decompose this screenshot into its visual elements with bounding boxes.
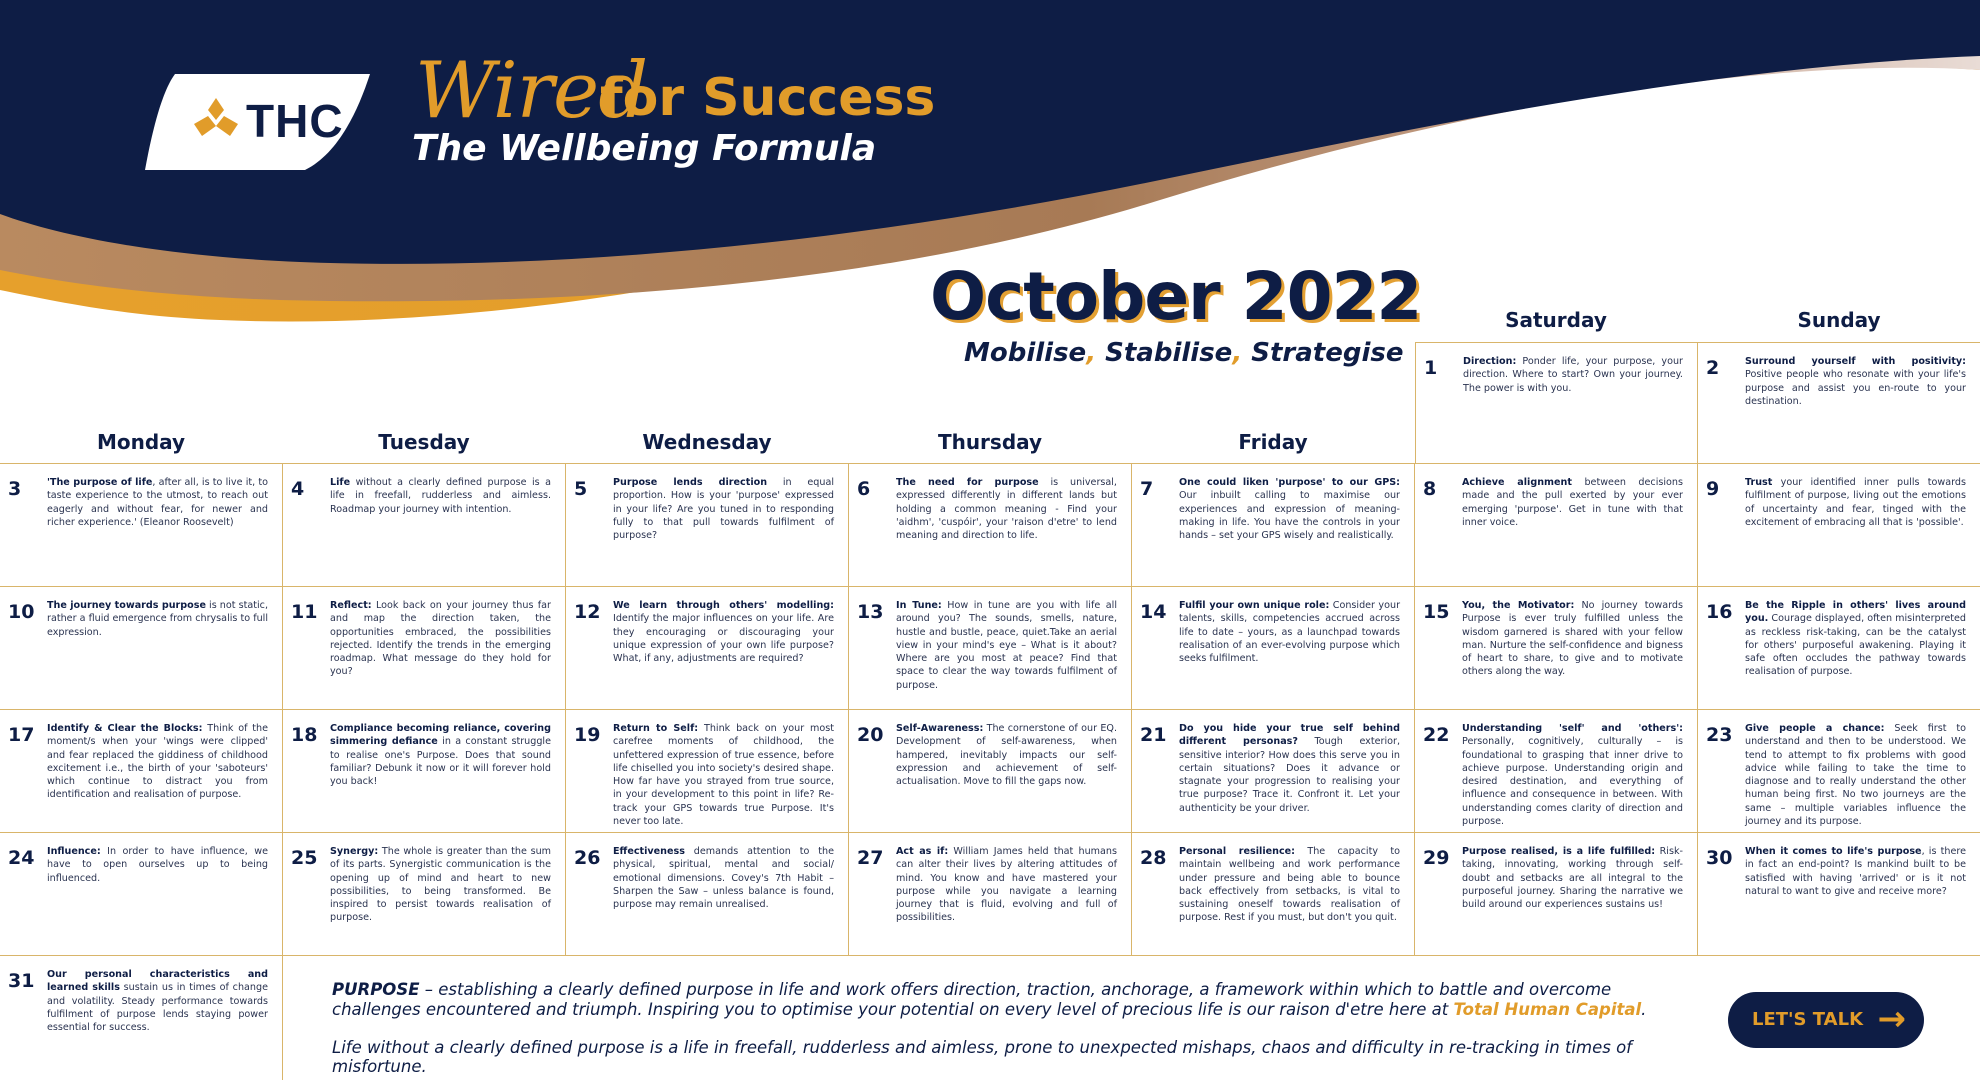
lets-talk-label: LET'S TALK <box>1752 1009 1864 1030</box>
day-number: 19 <box>574 724 601 746</box>
day-entry-text <box>47 722 268 802</box>
day-entry-text <box>1745 599 1966 679</box>
day-entry-heading: Reflect: <box>330 600 372 611</box>
day-number: 24 <box>8 847 35 869</box>
day-entry-body: Think back on your most carefree moments of childhood, the unfettered expression of true essence, before life chiselled you into society's desired shape. How far have you strayed from true source, in your development to this point in life? Re-track your GPS towards true Purpose. It's never too late. <box>613 723 834 828</box>
day-entry-body: The capacity to maintain wellbeing and work performance under pressure and being able to bounce back effectively from setbacks, is vital to sustaining oneself towards realisation of purpose. Rest if you must, but don't you quit. <box>1179 846 1400 924</box>
day-entry-heading: Synergy: <box>330 846 379 857</box>
calendar-day-cell <box>1698 464 1980 587</box>
day-entry-text <box>1462 476 1683 529</box>
day-entry-heading: Do you hide your true self behind different personas? <box>1179 723 1400 748</box>
day-entry-body: in equal proportion. How is your 'purpose' expressed in your life? Are you tuned in to responding fully to that pull towards fulfilment of purpose? <box>613 477 834 542</box>
day-entry-body: Consider your talents, skills, competencies accrued across life to date – yours, as a launchpad towards realisation of an ever-evolving purpose which seeks fulfilment. <box>1179 600 1401 665</box>
day-number: 3 <box>8 478 22 500</box>
day-header-saturday: Saturday <box>1505 308 1607 332</box>
day-entry-text <box>1462 845 1683 911</box>
day-entry-heading: We learn through others' modelling: <box>613 600 834 611</box>
day-number: 31 <box>8 970 35 992</box>
day-number: 2 <box>1706 357 1720 379</box>
day-entry-text <box>896 476 1117 542</box>
day-entry-body: , after all, is to live it, to taste experience to the utmost, to reach out eagerly and without fear, for newer and richer experience.' (Eleanor Roosevelt) <box>47 477 268 528</box>
lets-talk-button[interactable] <box>1728 992 1924 1048</box>
day-entry-heading: When it comes to life's purpose <box>1745 846 1922 857</box>
day-entry-heading: Trust <box>1745 477 1773 488</box>
day-entry-body: Identify the major influences on your life. Are they encouraging or discouraging your unique expression of your own life purpose? What, if any, adjustments are required? <box>613 613 834 665</box>
day-entry-body: Personally, cognitively, culturally – is foundational to grasping that inner drive to achieve purpose. Understanding origin and desired destination, and everything of influence and consequence in between. With understanding comes clarity of direction and purpose. <box>1462 736 1683 828</box>
day-header-tuesday: Tuesday <box>378 430 470 454</box>
calendar-day-cell <box>566 587 849 710</box>
day-entry-body: , is there in fact an end-point? Is mankind built to be satisfied with having 'arrived' or is it not natural to want to give and receive more? <box>1745 846 1966 897</box>
calendar-day-cell <box>1415 710 1698 833</box>
purpose-statement <box>332 980 1672 1020</box>
grid-top-line <box>0 463 1415 464</box>
calendar-day-cell <box>1698 342 1980 464</box>
day-entry-text <box>1745 355 1966 408</box>
day-entry-text <box>896 599 1117 692</box>
calendar-day-cell <box>1698 710 1980 833</box>
day-entry-text <box>330 599 551 679</box>
day-number: 18 <box>291 724 318 746</box>
day-number: 30 <box>1706 847 1733 869</box>
day-entry-text <box>330 476 551 516</box>
day-number: 27 <box>857 847 884 869</box>
calendar-day-cell <box>566 464 849 587</box>
month-title: October 2022 <box>930 258 1422 335</box>
day-entry-text <box>1462 599 1683 679</box>
day-entry-body: without a clearly defined purpose is a life in freefall, rudderless and aimless. Roadmap your journey with intention. <box>330 477 551 515</box>
day-header-friday: Friday <box>1238 430 1308 454</box>
day-number: 13 <box>857 601 884 623</box>
day-number: 7 <box>1140 478 1154 500</box>
calendar-day-cell <box>1132 710 1415 833</box>
day-entry-text <box>613 845 834 911</box>
day-entry-text <box>47 845 268 885</box>
day-entry-text <box>47 968 268 1034</box>
day-number: 12 <box>574 601 601 623</box>
day-entry-body: In order to have influence, we have to open ourselves up to being influenced. <box>47 846 268 884</box>
day-entry-heading: Purpose realised, is a life fulfilled: <box>1462 846 1656 857</box>
day-number: 6 <box>857 478 871 500</box>
day-entry-heading: Give people a chance: <box>1745 723 1885 734</box>
day-number: 26 <box>574 847 601 869</box>
calendar-day-cell <box>1698 587 1980 710</box>
day-entry-heading: Life <box>330 477 351 488</box>
day-entry-body: Ponder life, your purpose, your direction. Where to start? Own your journey. The power is with you. <box>1463 356 1683 394</box>
day-number: 29 <box>1423 847 1450 869</box>
calendar-day-cell <box>849 710 1132 833</box>
day-number: 5 <box>574 478 588 500</box>
day-entry-body: Look back on your journey thus far and map the direction taken, the opportunities embraced, the possibilities rejected. Identify the trends in the emerging roadmap. What message do they hold for you? <box>330 600 551 678</box>
day-entry-body: Think of the moment/s when your 'wings were clipped' and fear replaced the giddiness of childhood excitement i.e., the birth of your 'saboteurs' which continue to distract you from identification and realisation of purpose. <box>47 723 268 801</box>
day-entry-body: No journey towards Purpose is ever truly fulfilled unless the wisdom garnered is shared with your fellow man. Nurture the self-confidence and bigness of heart to share, to give and to motivate others along the way. <box>1462 600 1683 678</box>
day-entry-text <box>47 599 268 639</box>
logo-text: THC <box>246 95 344 147</box>
day-entry-text <box>613 599 834 665</box>
day-entry-text <box>1745 476 1966 529</box>
day-entry-heading: Self-Awareness: <box>896 723 984 734</box>
purpose-keyword: PURPOSE <box>332 980 420 999</box>
purpose-end: . <box>1641 1000 1647 1019</box>
tagline-word: Mobilise <box>964 338 1087 368</box>
day-entry-body: sustain us in times of change and volatility. Steady performance towards fulfilment of purpose lends staying power essential for success. <box>47 982 268 1034</box>
day-entry-body: Courage displayed, often misinterpreted as reckless risk-taking, can be the catalyst for others' purposeful awakening. Playing it safe often occludes the pathway towards realisation of purpose. <box>1745 613 1966 678</box>
day-entry-heading: Act as if: <box>896 846 949 857</box>
subtitle: The Wellbeing Formula <box>412 128 877 169</box>
calendar-day-cell <box>566 833 849 956</box>
day-entry-heading: Effectiveness <box>613 846 685 857</box>
day-entry-heading: Understanding 'self' and 'others': <box>1462 723 1683 734</box>
day-entry-heading: The need for purpose <box>896 477 1039 488</box>
day-entry-heading: Identify & Clear the Blocks: <box>47 723 203 734</box>
day-number: 23 <box>1706 724 1733 746</box>
calendar-day-cell <box>1698 833 1980 956</box>
calendar-day-cell <box>283 833 566 956</box>
day-entry-body: William James held that humans can alter their lives by altering attitudes of mind. You know and have mastered your purpose while you navigate a learning journey that is fluid, evolving and full of possibilities. <box>896 846 1117 924</box>
day-entry-heading: You, the Motivator: <box>1462 600 1575 611</box>
calendar-day-cell <box>1415 464 1698 587</box>
day-entry-heading: Purpose lends direction <box>613 477 768 488</box>
day-entry-text <box>1179 599 1400 665</box>
calendar-day-cell <box>1415 833 1698 956</box>
day-entry-heading: Surround yourself with positivity: <box>1745 356 1966 367</box>
day-number: 16 <box>1706 601 1733 623</box>
calendar-day-cell <box>0 956 283 1080</box>
day-entry-heading: Return to Self: <box>613 723 699 734</box>
day-entry-heading: Personal resilience: <box>1179 846 1295 857</box>
day-entry-heading: Influence: <box>47 846 101 857</box>
day-number: 9 <box>1706 478 1720 500</box>
calendar-day-cell <box>1415 342 1698 464</box>
tagline-separator: , <box>1086 338 1097 368</box>
day-entry-text <box>1179 476 1400 542</box>
calendar-day-cell <box>283 464 566 587</box>
day-entry-heading: The journey towards purpose <box>47 600 206 611</box>
tagline-word: Stabilise <box>1105 338 1233 368</box>
calendar-day-cell <box>566 710 849 833</box>
day-entry-heading: Our personal characteristics and learned skills <box>47 969 268 994</box>
day-entry-body: How in tune are you with life all around you? The sounds, smells, nature, hustle and bustle, peace, quiet.Take an aerial view in your mind's eye – What is it about? Where are you most at peace? Find that space to clear the way towards fulfilment of purpose. <box>896 600 1118 691</box>
day-entry-heading: In Tune: <box>896 600 942 611</box>
day-entry-text <box>896 722 1117 788</box>
day-number: 1 <box>1424 357 1438 379</box>
day-number: 21 <box>1140 724 1167 746</box>
day-entry-text <box>613 476 834 542</box>
calendar-day-cell <box>849 464 1132 587</box>
day-number: 4 <box>291 478 305 500</box>
calendar-day-cell <box>0 587 283 710</box>
day-entry-text <box>613 722 834 828</box>
day-entry-text <box>1745 722 1966 828</box>
calendar-day-cell <box>0 710 283 833</box>
day-entry-body: Seek first to understand and then to be understood. We tend to attempt to fix problems with good advice while failing to take the time to diagnose and to really understand the other human being first. No two journeys are the same – multiple variables influence the journey and its purpose. <box>1745 723 1966 828</box>
day-number: 25 <box>291 847 318 869</box>
day-entry-body: Positive people who resonate with your life's purpose and assist you en-route to your destination. <box>1745 369 1966 407</box>
day-entry-body: Our inbuilt calling to maximise our experiences and expression of meaning-making in life. You have the controls in your hands – set your GPS wisely and realistically. <box>1179 490 1400 542</box>
day-entry-text <box>330 845 551 925</box>
day-number: 11 <box>291 601 318 623</box>
day-number: 28 <box>1140 847 1167 869</box>
day-entry-text <box>330 722 551 788</box>
arrow-right-icon: → <box>1877 999 1906 1039</box>
brand-name: Total Human Capital <box>1453 1000 1642 1019</box>
day-number: 17 <box>8 724 35 746</box>
day-entry-text <box>1745 845 1966 898</box>
thc-logo-icon <box>190 96 242 140</box>
tagline-word: Strategise <box>1251 338 1404 368</box>
day-entry-text <box>1179 845 1400 925</box>
day-entry-body: The cornerstone of our EQ. Development of self-awareness, when hampered, inevitably impacts our self-expression and achievement of self-actualisation. Move to fill the gaps now. <box>896 723 1117 788</box>
day-entry-heading: Direction: <box>1463 356 1517 367</box>
day-entry-text <box>47 476 268 529</box>
calendar-day-cell <box>283 587 566 710</box>
day-entry-heading: 'The purpose of life <box>47 477 153 488</box>
day-number: 14 <box>1140 601 1167 623</box>
day-entry-text <box>896 845 1117 925</box>
day-entry-heading: Fulfil your own unique role: <box>1179 600 1330 611</box>
day-entry-body: The whole is greater than the sum of its parts. Synergistic communication is the opening up of mind and heart to new possibilities, to being transformed. Be inspired to persist towards realisation of purpose. <box>330 846 551 924</box>
title-for-success: for Success <box>600 68 936 128</box>
day-entry-text <box>1179 722 1400 815</box>
day-entry-body: in a constant struggle to realise one's Purpose. Does that sound familiar? Debunk it now or it will forever hold you back! <box>330 736 552 788</box>
day-entry-text <box>1462 722 1683 828</box>
day-header-thursday: Thursday <box>937 430 1043 454</box>
day-number: 22 <box>1423 724 1450 746</box>
calendar-day-cell <box>0 464 283 587</box>
purpose-text: – establishing a clearly defined purpose in life and work offers direction, traction, anchorage, a framework within which to battle and overcome challenges encountered and triumph. Inspiring you to optimise your potential on every level of precious life is our raison d'etre here at <box>332 980 1612 1019</box>
calendar-day-cell <box>1132 833 1415 956</box>
tagline-separator: , <box>1232 338 1243 368</box>
title-wired: Wired <box>415 46 648 136</box>
day-header-monday: Monday <box>96 430 186 454</box>
day-number: 15 <box>1423 601 1450 623</box>
day-number: 20 <box>857 724 884 746</box>
day-entry-text <box>1463 355 1683 395</box>
day-entry-body: demands attention to the physical, spiritual, mental and social/ emotional dimensions. Covey's 7th Habit – Sharpen the Saw – unless balance is found, purpose may remain unrealised. <box>613 846 834 911</box>
calendar-day-cell <box>849 587 1132 710</box>
day-entry-body: is not static, rather a fluid emergence from chrysalis to full expression. <box>47 600 268 638</box>
day-entry-heading: One could liken 'purpose' to our GPS: <box>1179 477 1400 488</box>
day-header-sunday: Sunday <box>1797 308 1881 332</box>
calendar-day-cell <box>283 710 566 833</box>
calendar-day-cell <box>1132 464 1415 587</box>
day-entry-body: is universal, expressed differently in different lands but holding a common meaning - Find your 'aidhm', 'cuspóir', your 'raison d'etre' to lend meaning and direction to life. <box>896 477 1117 542</box>
calendar-day-cell <box>849 833 1132 956</box>
day-entry-body: your identified inner pulls towards fulfilment of purpose, living out the emotions of uncertainty and fear, tinged with the excitement of embracing all that is 'possible'. <box>1745 477 1966 528</box>
day-entry-heading: Be the Ripple in others' lives around you. <box>1745 600 1966 625</box>
calendar-day-cell <box>0 833 283 956</box>
calendar-day-cell <box>1415 587 1698 710</box>
day-entry-body: between decisions made and the pull exerted by your ever emerging 'purpose'. Get in tune with that inner voice. <box>1462 477 1683 528</box>
day-number: 8 <box>1423 478 1437 500</box>
day-entry-heading: Achieve alignment <box>1462 477 1572 488</box>
day-entry-heading: Compliance becoming reliance, covering simmering defiance <box>330 723 551 748</box>
closing-statement: Life without a clearly defined purpose is a life in freefall, rudderless and aimless, prone to unexpected mishaps, chaos and difficulty in re-tracking in times of misfortune. <box>332 1038 1632 1076</box>
day-number: 10 <box>8 601 35 623</box>
day-header-wednesday: Wednesday <box>642 430 772 454</box>
day-entry-body: Risk-taking, innovating, working through self-doubt and setbacks are all integral to the purposeful journey. Sharing the narrative we build around our experiences sustains us! <box>1462 846 1683 911</box>
tagline <box>964 338 1403 368</box>
day-entry-body: Tough exterior, sensitive interior? How does this serve you in certain situations? Does it advance or stagnate your progression to realising your true purpose? Trace it. Confront it. Let your authenticity be your driver. <box>1179 736 1401 814</box>
calendar-day-cell <box>1132 587 1415 710</box>
